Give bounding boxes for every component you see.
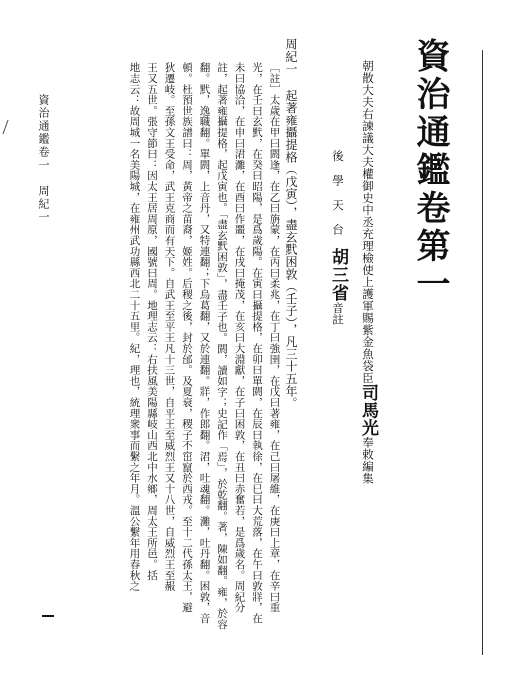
author-line-sima-guang bbox=[359, 60, 376, 485]
body-column: ［註］太歲在甲曰閼逢，在乙曰旃蒙，在丙曰柔兆，在丁曰強圉，在戊曰著雍，在己曰屠維，在庚曰上章，在辛曰重 bbox=[268, 62, 281, 613]
commentator-role: 音註 bbox=[331, 302, 345, 325]
author-line-hu-sanxing bbox=[329, 150, 346, 325]
body-column: 翻。黓，逸職翻。單閼，上音丹，又特連翻；下烏葛翻，又於連翻。牂，作郎翻。涒，吐魂翻。灘，吐丹翻。困敦，音 bbox=[198, 62, 211, 624]
chapter-heading: 周紀一 起著雍攝提格（戊寅），盡玄黓困敦（壬子），凡三十五年。 bbox=[284, 38, 298, 410]
author-office: 朝散大夫右諫議大夫權御史中丞充理檢使上護軍賜紫金魚袋臣 bbox=[361, 60, 375, 384]
page-footer: 資治通鑑卷一 周紀一 bbox=[37, 94, 50, 224]
body-column: 頓。杜預世族譜曰：周，黃帝之苗裔，姬姓。后稷之後，封於邰。及夏衰，稷子不窋竄於西戎。至十二代孫太王，避 bbox=[181, 62, 193, 613]
commentator-prefix: 後學天台 bbox=[331, 150, 345, 248]
author-name-hu-sanxing: 胡三省 bbox=[328, 248, 348, 302]
volume-title: 資治通鑑卷第一 bbox=[410, 38, 450, 304]
author-role: 奉敕編集 bbox=[361, 436, 375, 485]
body-column: 註，起著雍攝提格，起戊寅也。「盡玄黓困敦」，盡壬子也。閼，讀如字；史記作「焉」，於乾翻。著，陳如翻。雍，於容 bbox=[216, 62, 228, 630]
author-name-sima-guang: 司馬光 bbox=[358, 384, 378, 437]
body-column: 王又五世。張守節曰：因太王居周原，國號曰周。地理志云：右扶風美陽縣岐山西北中水鄉，周太王所邑。括 bbox=[146, 62, 158, 581]
body-column: 狄遷岐。至孫文王受命，武王克商而有天下。自武王至平王凡十三世，自平王至威烈王又十八世，自威烈王至赧 bbox=[163, 62, 176, 592]
body-column: 地志云：故周城一名美陽城，在雍州武功縣西北二十五里。紀，理也，統理衆事而繫之年月。溫公繫年用春秋之 bbox=[128, 62, 141, 592]
body-column: 光，在壬曰玄黓，在癸曰昭陽，是爲歲陽。在寅曰攝提格，在卯曰單閼，在辰曰執徐，在巳曰大荒落，在午曰敦牂，在 bbox=[251, 62, 263, 624]
margin-mark bbox=[2, 120, 14, 134]
page-number bbox=[42, 615, 54, 617]
body-column: 未曰協洽，在申曰涒灘，在酉曰作噩，在戌曰掩茂，在亥曰大淵獻，在子曰困敦，在丑曰赤奮若，是爲歲名。周紀分 bbox=[233, 62, 246, 613]
